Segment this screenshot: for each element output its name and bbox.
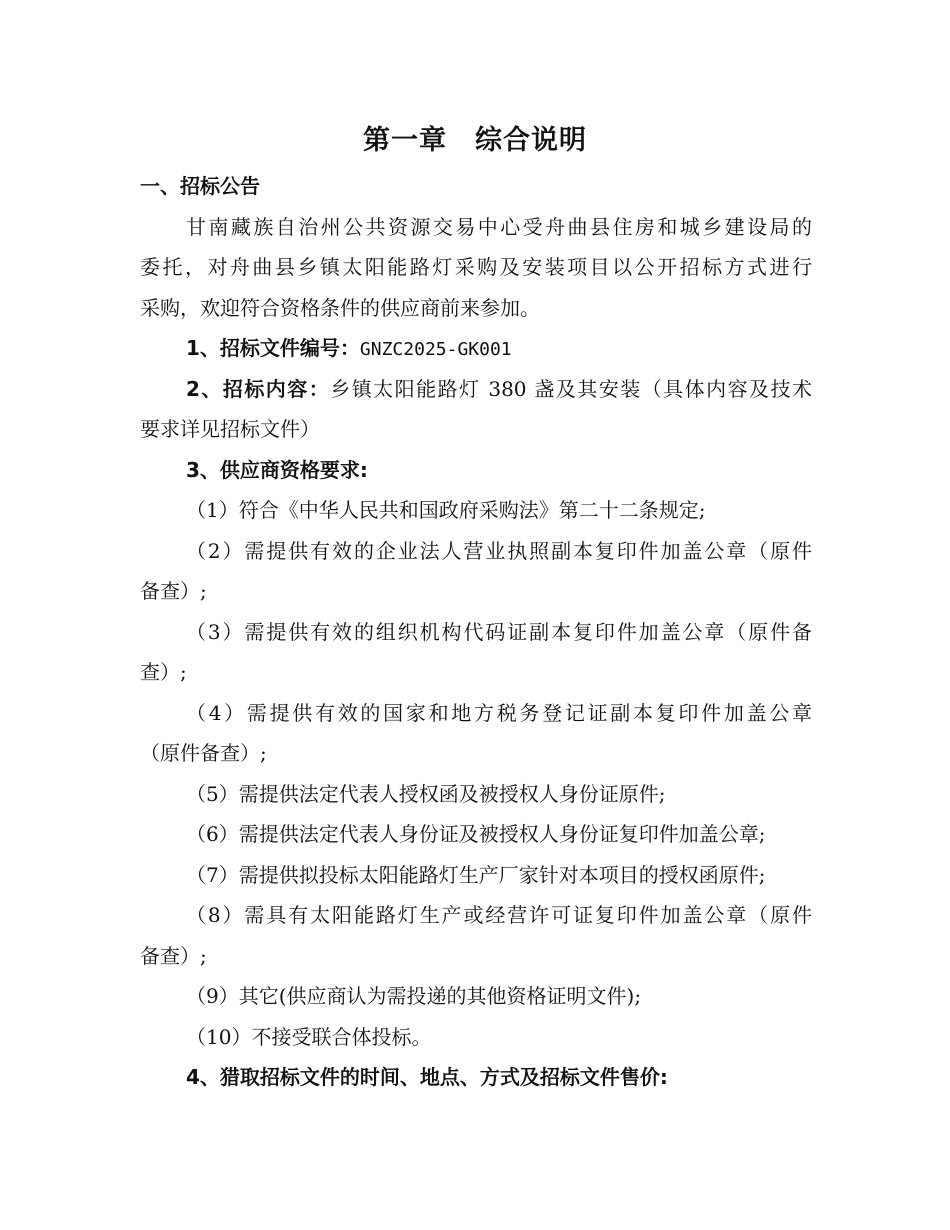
requirement-5: （5）需提供法定代表人授权函及被授权人身份证原件; <box>186 781 666 806</box>
requirement-8-line2: 备查）; <box>140 943 207 968</box>
intro-line-1: 甘南藏族自治州公共资源交易中心受舟曲县住房和城乡建设局的 <box>186 214 812 239</box>
chapter-title: 第一章 综合说明 <box>363 125 587 156</box>
tender-document-acquisition-heading: 4、猎取招标文件的时间、地点、方式及招标文件售价: <box>186 1065 668 1089</box>
requirement-1: （1）符合《中华人民共和国政府采购法》第二十二条规定; <box>186 498 706 522</box>
requirement-3-line1: （3）需提供有效的组织机构代码证副本复印件加盖公章（原件备 <box>186 619 812 644</box>
tender-content-value-line2: 要求详见招标文件） <box>140 417 320 441</box>
tender-number-value: GNZC2025-GK001 <box>359 339 512 360</box>
section-heading: 一、招标公告 <box>140 174 260 198</box>
tender-content-value-line1: 乡镇太阳能路灯 380 盏及其安装（具体内容及技术 <box>330 376 812 401</box>
requirement-8-line1: （8）需具有太阳能路灯生产或经营许可证复印件加盖公章（原件 <box>186 903 812 927</box>
requirement-7: （7）需提供拟投标太阳能路灯生产厂家针对本项目的授权函原件; <box>186 862 766 887</box>
intro-line-3: 采购，欢迎符合资格条件的供应商前来参加。 <box>140 295 540 320</box>
requirement-9: （9）其它(供应商认为需投递的其他资格证明文件); <box>186 984 642 1008</box>
tender-number-label: 1、招标文件编号： <box>186 336 360 360</box>
intro-line-2: 委托，对舟曲县乡镇太阳能路灯采购及安装项目以公开招标方式进行 <box>140 255 812 279</box>
requirement-6: （6）需提供法定代表人身份证及被授权人身份证复印件加盖公章; <box>186 822 766 846</box>
requirement-2-line1: （2）需提供有效的企业法人营业执照副本复印件加盖公章（原件 <box>186 538 812 563</box>
tender-content-item <box>140 369 812 410</box>
supplier-qualification-heading: 3、供应商资格要求: <box>186 457 368 482</box>
requirement-4-line2: （原件备查）; <box>140 741 267 765</box>
requirement-2-line2: 备查）; <box>140 579 207 603</box>
requirement-3-line2: 查）; <box>140 660 187 684</box>
requirement-10: （10）不接受联合体投标。 <box>186 1024 432 1049</box>
tender-content-label: 2、招标内容： <box>186 376 331 401</box>
tender-number-item <box>140 328 812 369</box>
requirement-4-line1: （4）需提供有效的国家和地方税务登记证副本复印件加盖公章 <box>186 700 812 725</box>
document-body <box>140 166 812 1098</box>
